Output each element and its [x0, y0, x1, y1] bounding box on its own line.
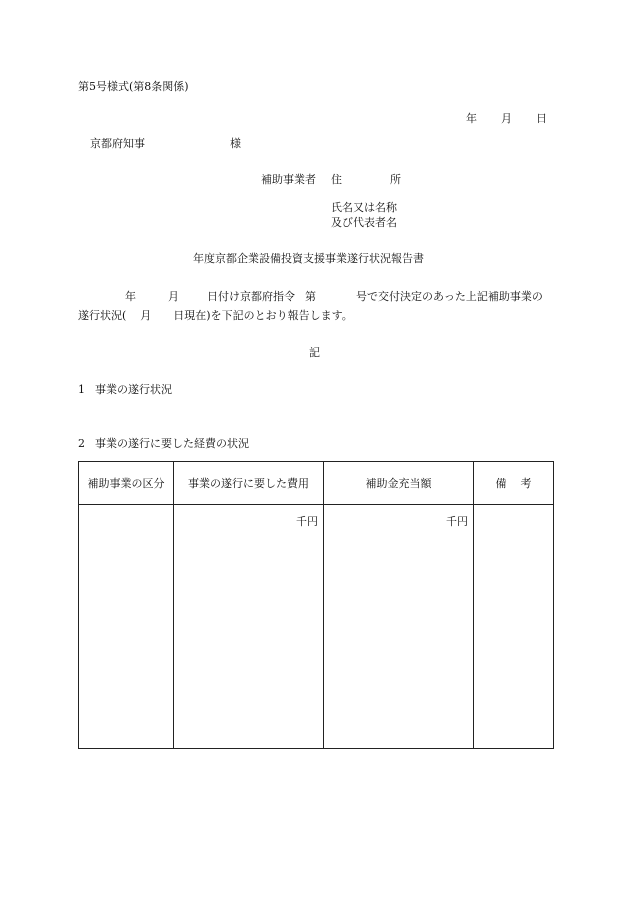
- body-line-2: 遂行状況( 月 日現在)を下記のとおり報告します。: [78, 309, 353, 322]
- unit-thousand-yen: 千円: [446, 515, 468, 528]
- table-row: [79, 505, 554, 749]
- cell-project-category: [79, 505, 174, 749]
- cell-subsidy-amount: [324, 505, 474, 749]
- section-2-heading: 2 事業の遂行に要した経費の状況: [78, 437, 249, 450]
- address-label: 住 所: [331, 173, 401, 186]
- addressee-title: 京都府知事: [90, 137, 145, 150]
- ki-mark: 記: [309, 346, 320, 359]
- header-remarks: 備 考: [474, 462, 554, 505]
- body-line-1: 年 月 日付け京都府指令 第 号で交付決定のあった上記補助事業の: [125, 290, 543, 303]
- document-title: 年度京都企業設備投資支援事業遂行状況報告書: [193, 252, 424, 265]
- header-execution-cost: 事業の遂行に要した費用: [174, 462, 324, 505]
- applicant-label: 補助事業者: [261, 173, 316, 186]
- date-day-label: 日: [536, 112, 547, 125]
- unit-thousand-yen: 千円: [296, 515, 318, 528]
- header-subsidy-amount: 補助金充当額: [324, 462, 474, 505]
- date-month-label: 月: [501, 112, 512, 125]
- addressee-honorific: 様: [230, 137, 241, 150]
- cell-remarks: [474, 505, 554, 749]
- name-label-2: 及び代表者名: [331, 216, 397, 229]
- cell-execution-cost: [174, 505, 324, 749]
- form-number: 第5号様式(第8条関係): [78, 80, 189, 93]
- expense-table-header-row: [79, 462, 554, 505]
- date-year-label: 年: [466, 112, 477, 125]
- name-label-1: 氏名又は名称: [331, 201, 397, 214]
- header-project-category: 補助事業の区分: [79, 462, 174, 505]
- expense-table: [78, 461, 554, 749]
- date-line: [459, 98, 547, 126]
- section-1-heading: 1 事業の遂行状況: [78, 383, 172, 396]
